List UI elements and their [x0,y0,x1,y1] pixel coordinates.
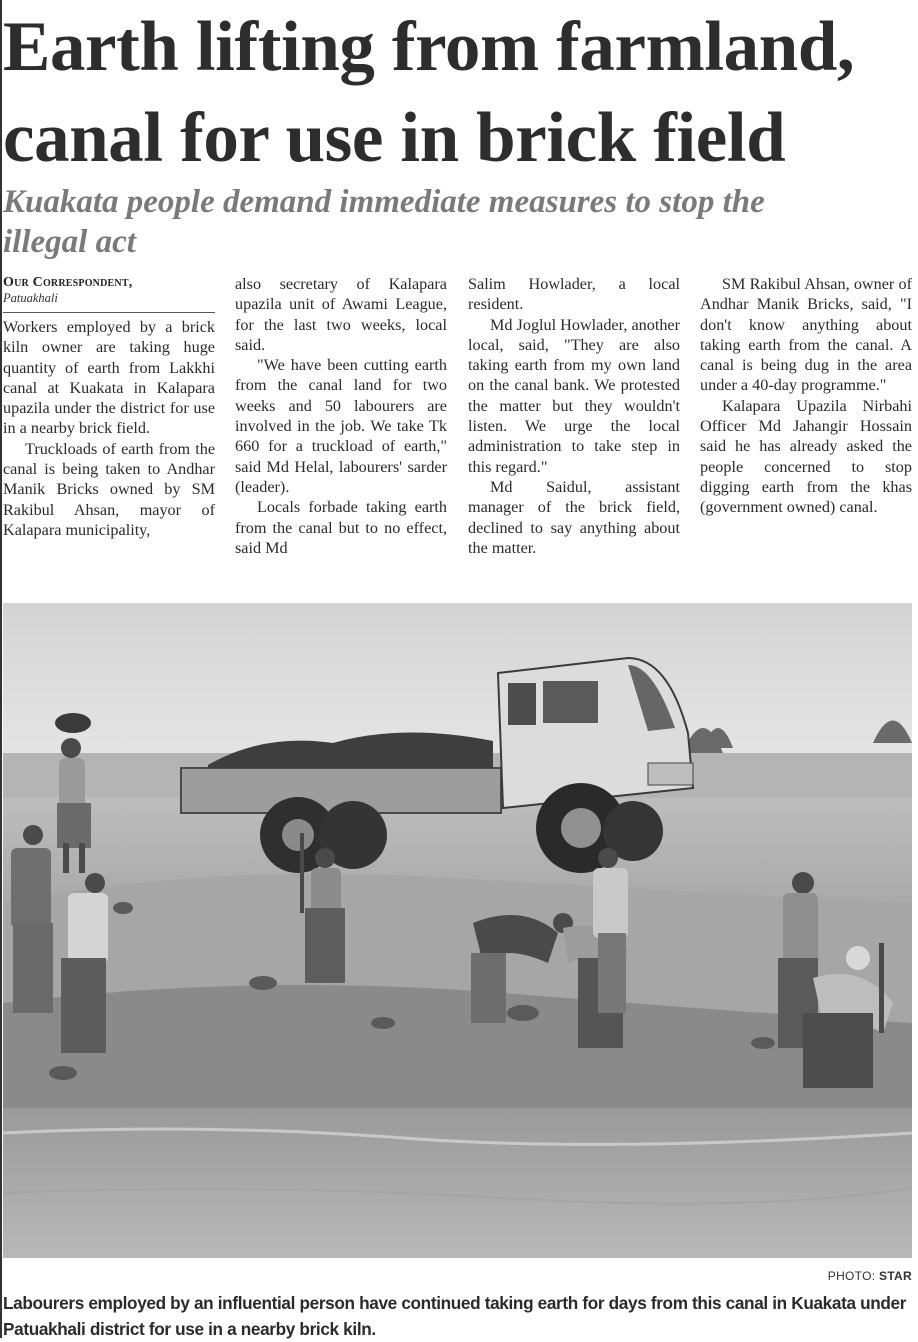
paragraph: Md Joglul Howlader, another local, said, "They are also taking earth from my own land on the canal bank. We protested the matter but they wouldn't listen. We urge the local administration to take step in this regard." [468,315,680,476]
byline-place: Patuakhali [3,291,58,305]
article-column-4 [700,274,912,518]
article-body [3,274,915,596]
left-column-rule [0,0,2,1338]
photo-credit [828,1269,912,1283]
photo-credit-source: STAR [879,1269,912,1283]
paragraph: also secretary of Kalapara upazila unit of Awami League, for the last two weeks, local said. [235,275,447,354]
subheadline: Kuakata people demand immediate measures to stop the illegal act [3,184,765,260]
paragraph: Truckloads of earth from the canal is being taken to Andhar Manik Bricks owned by SM Rakibul Ahsan, mayor of Kalapara municipality, [3,439,215,539]
article-column-1 [3,274,215,540]
byline-author: Our Correspondent, [3,275,133,290]
photo-credit-label: PHOTO: [827,1269,876,1283]
news-photo [3,603,912,1258]
paragraph: "We have been cutting earth from the canal land for two weeks and 50 labourers are involved in the job. We take Tk 660 for a truckload of earth," said Md Helal, labourers' sarder (leader). [235,356,447,496]
photo-caption: Labourers employed by an influential person have continued taking earth for days from this canal in Kuakata under Patuakhali district for use in a nearby brick kiln. [3,1293,907,1339]
paragraph: Kalapara Upazila Nirbahi Officer Md Jahangir Hossain said he has already asked the people concerned to stop digging earth from the khas (government owned) canal. [700,396,912,517]
paragraph: SM Rakibul Ahsan, owner of Andhar Manik Bricks, said, "I don't know anything about taking earth from the canal. A canal is being dug in the area under a 40-day programme." [700,275,912,395]
article-column-2 [235,274,447,558]
paragraph: Workers employed by a brick kiln owner are taking huge quantity of earth from Lakkhi canal at Kuakata in Kalapara upazila under the district for use in a nearby brick field. [3,318,215,438]
article-column-3 [468,274,680,558]
paragraph: Locals forbade taking earth from the canal but to no effect, said Md [235,498,447,557]
byline-divider [3,312,215,313]
headline: Earth lifting from farmland, canal for use in brick field [3,8,855,177]
paragraph: Md Saidul, assistant manager of the brick field, declined to say anything about the matter. [468,477,680,557]
paragraph: Salim Howlader, a local resident. [468,275,680,314]
